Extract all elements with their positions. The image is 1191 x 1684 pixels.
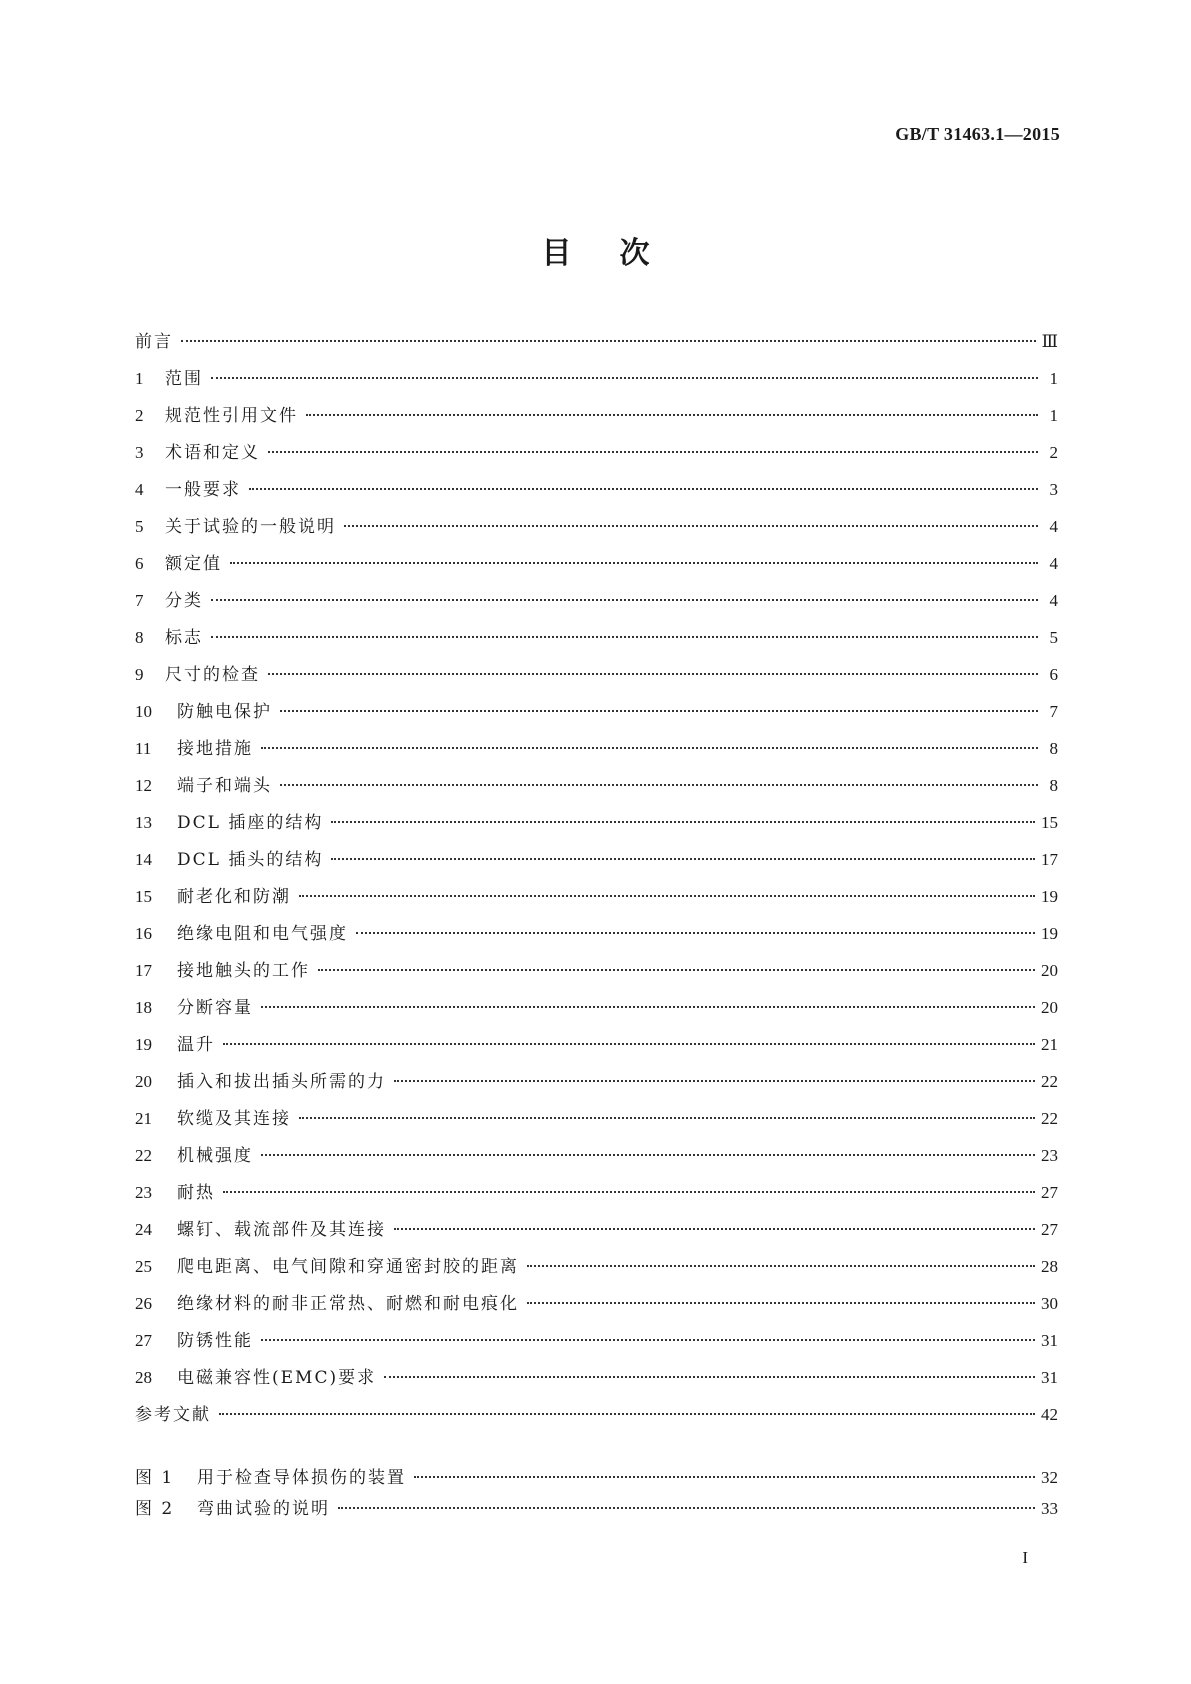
toc-entry-number: 24 [135, 1220, 152, 1239]
toc-entry-page: 30 [1041, 1294, 1058, 1313]
dot-leader [181, 340, 1036, 342]
toc-entry[interactable] [135, 552, 1058, 589]
toc-entry-page: 1 [1049, 406, 1058, 425]
dot-leader [223, 1043, 1035, 1045]
toc-entry-page: 8 [1049, 776, 1058, 795]
toc-entry[interactable] [135, 478, 1058, 515]
toc-entry-number: 5 [135, 517, 144, 536]
toc-entry-label: 绝缘电阻和电气强度 [177, 924, 348, 944]
figure-entry[interactable] [135, 1466, 1058, 1497]
toc-entry-label: DCL 插座的结构 [177, 813, 324, 833]
dot-leader [249, 488, 1038, 490]
toc-entry-label: 耐热 [177, 1183, 215, 1203]
toc-entry-number: 3 [135, 443, 144, 462]
toc-entry-label: 机械强度 [177, 1146, 253, 1166]
dot-leader [268, 451, 1038, 453]
toc-entry[interactable] [135, 1144, 1058, 1181]
toc-entry[interactable] [135, 700, 1058, 737]
toc-entry[interactable] [135, 959, 1058, 996]
toc-entry[interactable] [135, 515, 1058, 552]
toc-entry-number: 28 [135, 1368, 152, 1387]
toc-entry-number: 27 [135, 1331, 152, 1350]
toc-entry[interactable] [135, 1366, 1058, 1403]
dot-leader [261, 1006, 1035, 1008]
toc-entry-page: 42 [1041, 1405, 1058, 1424]
dot-leader [223, 1191, 1035, 1193]
dot-leader [331, 858, 1035, 860]
toc-entry[interactable] [135, 663, 1058, 700]
toc-entry-page: 2 [1049, 443, 1058, 462]
toc-entry-page: 31 [1041, 1368, 1058, 1387]
standard-number: GB/T 31463.1—2015 [895, 124, 1060, 144]
toc-entry-number: 12 [135, 776, 152, 795]
toc-entry-label: 规范性引用文件 [165, 406, 298, 426]
toc-entry-label: 分断容量 [177, 998, 253, 1018]
toc-entry[interactable] [135, 1107, 1058, 1144]
dot-leader [527, 1302, 1035, 1304]
toc-entry-page: 8 [1049, 739, 1058, 758]
toc-entry-page: 31 [1041, 1331, 1058, 1350]
page-number: I [1022, 1548, 1028, 1567]
toc-entry-page: Ⅲ [1041, 332, 1058, 351]
toc-entry-label: 尺寸的检查 [165, 665, 260, 685]
toc-entry-number: 17 [135, 961, 152, 980]
dot-leader [338, 1507, 1035, 1509]
dot-leader [344, 525, 1038, 527]
toc-entry-page: 22 [1041, 1072, 1058, 1091]
dot-leader [211, 377, 1038, 379]
toc-entry-page: 22 [1041, 1109, 1058, 1128]
toc-entry-number: 21 [135, 1109, 152, 1128]
toc-entry-number: 26 [135, 1294, 152, 1313]
figure-entry[interactable] [135, 1497, 1058, 1528]
toc-entry-number: 13 [135, 813, 152, 832]
toc-entry[interactable] [135, 1292, 1058, 1329]
figure-number: 图 1 [135, 1468, 175, 1488]
toc-entry-page: 7 [1049, 702, 1058, 721]
toc-entry[interactable] [135, 811, 1058, 848]
toc-entry-label: 防锈性能 [177, 1331, 253, 1351]
toc-entry-label: 端子和端头 [177, 776, 272, 796]
toc-entry[interactable] [135, 885, 1058, 922]
dot-leader [356, 932, 1035, 934]
toc-entry-number: 9 [135, 665, 144, 684]
toc-entry[interactable] [135, 1033, 1058, 1070]
toc-list [135, 330, 1058, 1440]
toc-entry-number: 7 [135, 591, 144, 610]
toc-entry[interactable] [135, 774, 1058, 811]
dot-leader [230, 562, 1038, 564]
dot-leader [261, 747, 1038, 749]
toc-entry-number: 14 [135, 850, 152, 869]
dot-leader [394, 1228, 1035, 1230]
toc-entry-label: 额定值 [165, 554, 222, 574]
toc-entry-label: 电磁兼容性(EMC)要求 [177, 1368, 377, 1388]
toc-entry-number: 8 [135, 628, 144, 647]
page-title: 目次 [541, 236, 698, 271]
toc-entry-label: 一般要求 [165, 480, 241, 500]
toc-entry-page: 6 [1049, 665, 1058, 684]
toc-entry-label: 术语和定义 [165, 443, 260, 463]
toc-entry-number: 4 [135, 480, 144, 499]
dot-leader [261, 1339, 1035, 1341]
figure-label: 弯曲试验的说明 [197, 1499, 330, 1519]
toc-entry[interactable] [135, 996, 1058, 1033]
toc-entry[interactable] [135, 1255, 1058, 1292]
dot-leader [280, 710, 1038, 712]
toc-entry-page: 15 [1041, 813, 1058, 832]
toc-entry-page: 28 [1041, 1257, 1058, 1276]
toc-entry[interactable] [135, 1329, 1058, 1366]
toc-entry-page: 4 [1049, 554, 1058, 573]
toc-entry[interactable] [135, 626, 1058, 663]
dot-leader [261, 1154, 1035, 1156]
toc-entry-label: 耐老化和防潮 [177, 887, 291, 907]
toc-entry-page: 27 [1041, 1183, 1058, 1202]
figure-page: 33 [1041, 1499, 1058, 1518]
dot-leader [306, 414, 1038, 416]
toc-entry-label: 范围 [165, 369, 203, 389]
toc-entry-page: 20 [1041, 961, 1058, 980]
toc-entry-number: 20 [135, 1072, 152, 1091]
toc-entry-page: 27 [1041, 1220, 1058, 1239]
toc-entry-label: 关于试验的一般说明 [165, 517, 336, 537]
toc-entry-label: 螺钉、载流部件及其连接 [177, 1220, 386, 1240]
toc-entry-label: DCL 插头的结构 [177, 850, 324, 870]
toc-entry-number: 18 [135, 998, 152, 1017]
toc-entry-number: 19 [135, 1035, 152, 1054]
dot-leader [527, 1265, 1035, 1267]
toc-entry[interactable] [135, 441, 1058, 478]
toc-entry[interactable] [135, 589, 1058, 626]
toc-entry-label: 温升 [177, 1035, 215, 1055]
toc-entry-label: 标志 [165, 628, 203, 648]
dot-leader [211, 599, 1038, 601]
toc-entry[interactable] [135, 922, 1058, 959]
toc-entry-label: 防触电保护 [177, 702, 272, 722]
toc-entry-number: 22 [135, 1146, 152, 1165]
figure-label: 用于检查导体损伤的装置 [197, 1468, 406, 1488]
toc-entry-bibliography[interactable] [135, 1403, 1058, 1440]
toc-entry-page: 19 [1041, 924, 1058, 943]
toc-entry-label: 插入和拔出插头所需的力 [177, 1072, 386, 1092]
dot-leader [219, 1413, 1035, 1415]
toc-entry-label: 接地措施 [177, 739, 253, 759]
toc-entry-page: 20 [1041, 998, 1058, 1017]
dot-leader [268, 673, 1038, 675]
toc-entry[interactable] [135, 737, 1058, 774]
toc-entry-page: 23 [1041, 1146, 1058, 1165]
toc-entry-label: 绝缘材料的耐非正常热、耐燃和耐电痕化 [177, 1294, 519, 1314]
toc-entry-number: 23 [135, 1183, 152, 1202]
toc-entry-label: 软缆及其连接 [177, 1109, 291, 1129]
dot-leader [299, 895, 1035, 897]
toc-entry-number: 11 [135, 739, 152, 758]
toc-entry-page: 5 [1049, 628, 1058, 647]
dot-leader [211, 636, 1038, 638]
toc-entry[interactable] [135, 367, 1058, 404]
dot-leader [331, 821, 1035, 823]
toc-entry[interactable] [135, 848, 1058, 885]
dot-leader [384, 1376, 1035, 1378]
dot-leader [318, 969, 1035, 971]
toc-entry-label: 接地触头的工作 [177, 961, 310, 981]
toc-entry-page: 4 [1049, 591, 1058, 610]
toc-entry-label: 爬电距离、电气间隙和穿通密封胶的距离 [177, 1257, 519, 1277]
toc-entry-number: 25 [135, 1257, 152, 1276]
toc-entry[interactable] [135, 1181, 1058, 1218]
toc-entry-page: 3 [1049, 480, 1058, 499]
figure-number: 图 2 [135, 1499, 175, 1519]
toc-entry-page: 1 [1049, 369, 1058, 388]
figure-list [135, 1466, 1058, 1528]
toc-entry-label: 分类 [165, 591, 203, 611]
toc-entry-number: 15 [135, 887, 152, 906]
toc-entry[interactable] [135, 404, 1058, 441]
dot-leader [394, 1080, 1035, 1082]
toc-entry-number: 6 [135, 554, 144, 573]
dot-leader [280, 784, 1038, 786]
toc-entry-page: 19 [1041, 887, 1058, 906]
toc-entry-page: 17 [1041, 850, 1058, 869]
toc-entry[interactable] [135, 1070, 1058, 1107]
toc-entry-foreword[interactable] [135, 330, 1058, 367]
toc-entry-number: 1 [135, 369, 144, 388]
toc-entry-page: 4 [1049, 517, 1058, 536]
dot-leader [414, 1476, 1035, 1478]
toc-entry[interactable] [135, 1218, 1058, 1255]
toc-entry-number: 16 [135, 924, 152, 943]
dot-leader [299, 1117, 1035, 1119]
figure-page: 32 [1041, 1468, 1058, 1487]
toc-entry-page: 21 [1041, 1035, 1058, 1054]
toc-entry-label: 参考文献 [135, 1405, 211, 1425]
toc-entry-label: 前言 [135, 332, 173, 352]
toc-entry-number: 10 [135, 702, 152, 721]
toc-entry-number: 2 [135, 406, 144, 425]
